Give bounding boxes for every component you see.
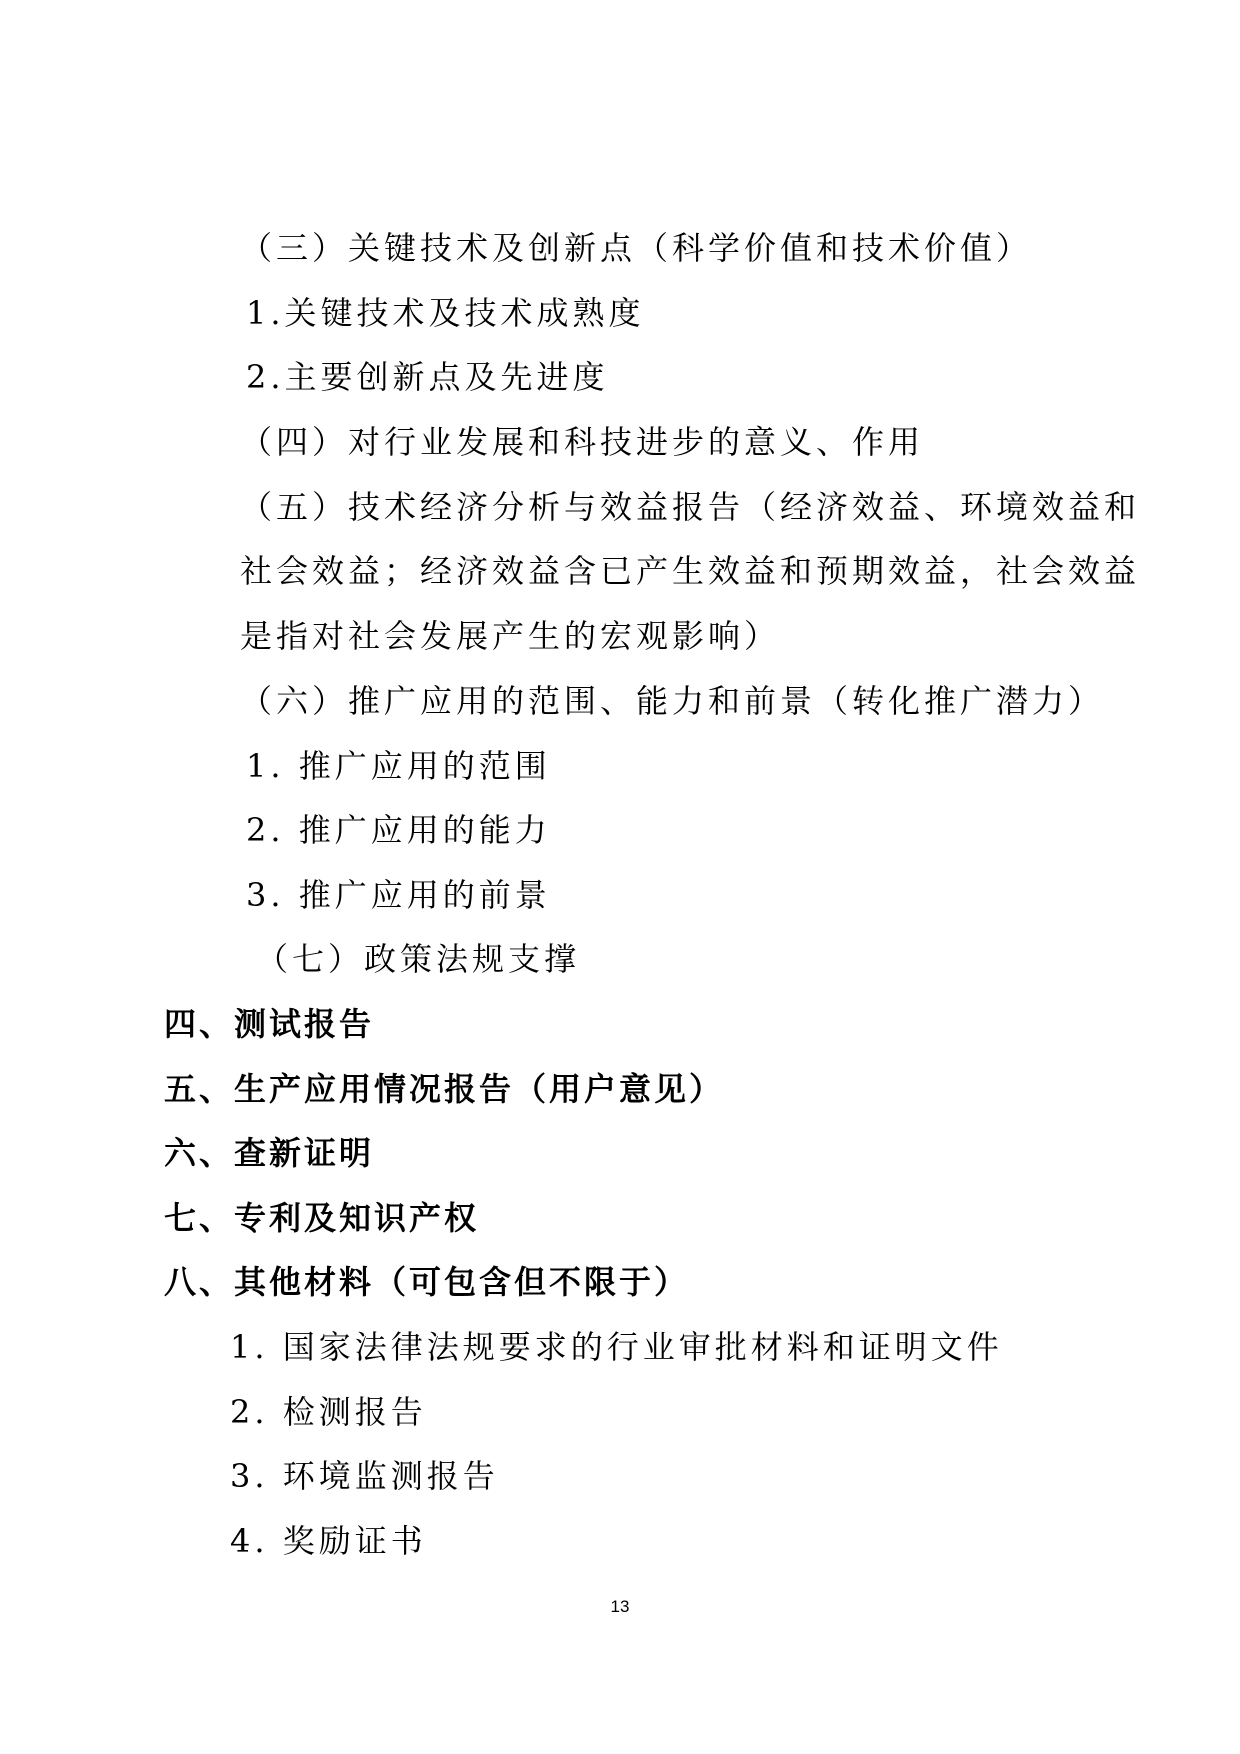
subsection-heading-4: （四）对行业发展和科技进步的意义、作用 xyxy=(240,423,925,461)
list-item: 3. 环境监测报告 xyxy=(230,1457,499,1495)
page-number: 13 xyxy=(610,1597,630,1616)
section-heading-8: 八、其他材料（可包含但不限于） xyxy=(164,1263,690,1301)
subsection-heading-7: （七）政策法规支撑 xyxy=(256,940,581,978)
section-heading-5: 五、生产应用情况报告（用户意见） xyxy=(164,1070,725,1108)
list-item: 2. 推广应用的能力 xyxy=(246,811,551,849)
list-item: 1.关键技术及技术成熟度 xyxy=(246,294,645,332)
paragraph-continuation: 是指对社会发展产生的宏观影响） xyxy=(240,617,781,655)
subsection-heading-6: （六）推广应用的范围、能力和前景（转化推广潜力） xyxy=(240,682,1105,720)
list-item: 1. 推广应用的范围 xyxy=(246,747,551,785)
subsection-heading-3: （三）关键技术及创新点（科学价值和技术价值） xyxy=(240,229,1033,267)
section-heading-4: 四、测试报告 xyxy=(164,1005,375,1043)
list-item: 1. 国家法律法规要求的行业审批材料和证明文件 xyxy=(230,1328,1003,1366)
list-item: 2.主要创新点及先进度 xyxy=(246,358,609,396)
list-item: 2. 检测报告 xyxy=(230,1393,427,1431)
list-item: 3. 推广应用的前景 xyxy=(246,876,551,914)
list-item: 4. 奖励证书 xyxy=(230,1522,427,1560)
paragraph-continuation: 社会效益；经济效益含已产生效益和预期效益，社会效益 xyxy=(240,552,1141,590)
section-heading-6: 六、查新证明 xyxy=(164,1134,375,1172)
section-heading-7: 七、专利及知识产权 xyxy=(164,1199,480,1237)
subsection-heading-5: （五）技术经济分析与效益报告（经济效益、环境效益和 xyxy=(240,488,1141,526)
